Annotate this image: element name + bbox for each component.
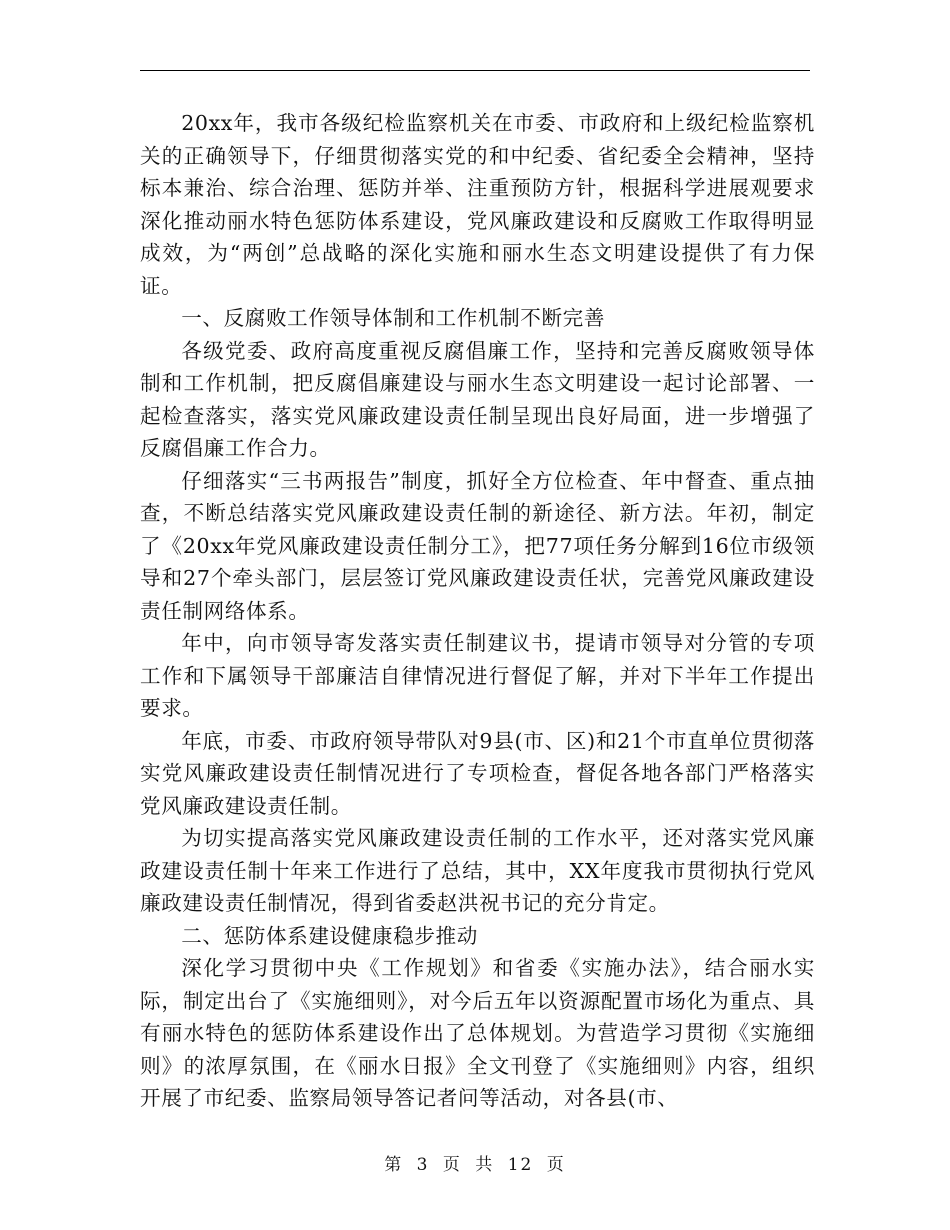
paragraph-summary: 为切实提高落实党风廉政建设责任制的工作水平，还对落实党风廉政建设责任制十年来工作进行了总结，其中，XX年度我市贯彻执行党风廉政建设责任制情况，得到省委赵洪祝书记的充分肯定。 bbox=[140, 826, 815, 915]
paragraph-yearend: 年底，市委、市政府领导带队对9县(市、区)和21个市直单位贯彻落实党风廉政建设责任制情况进行了专项检查，督促各地各部门严格落实党风廉政建设责任制。 bbox=[140, 728, 815, 818]
document-body bbox=[140, 107, 815, 1115]
header-rule bbox=[140, 70, 810, 71]
section-heading-2: 二、惩防体系建设健康稳步推动 bbox=[181, 923, 478, 948]
page-number-footer: 第 3 页 共 12 页 bbox=[384, 1155, 566, 1175]
section-heading-1: 一、反腐败工作领导体制和工作机制不断完善 bbox=[181, 306, 606, 330]
paragraph-midyear: 年中，向市领导寄发落实责任制建议书，提请市领导对分管的专项工作和下属领导干部廉洁自律情况进行督促了解，并对下半年工作提出要求。 bbox=[140, 631, 815, 720]
paragraph-leadership: 各级党委、政府高度重视反腐倡廉工作，坚持和完善反腐败领导体制和工作机制，把反腐倡廉建设与丽水生态文明建设一起讨论部署、一起检查落实，落实党风廉政建设责任制呈现出良好局面，进一步增强了反腐倡廉工作合力。 bbox=[140, 338, 815, 460]
paragraph-intro: 20xx年，我市各级纪检监察机关在市委、市政府和上级纪检监察机关的正确领导下，仔细贯彻落实党的和中纪委、省纪委全会精神，坚持标本兼治、综合治理、惩防并举、注重预防方针，根据科学进展观要求深化推动丽水特色惩防体系建设，党风廉政建设和反腐败工作取得明显成效，为“两创”总战略的深化实施和丽水生态文明建设提供了有力保证。 bbox=[140, 111, 815, 298]
paragraph-implementation: 深化学习贯彻中央《工作规划》和省委《实施办法》，结合丽水实际，制定出台了《实施细则》，对今后五年以资源配置市场化为重点、具有丽水特色的惩防体系建设作出了总体规划。为营造学习贯彻《实施细则》的浓厚氛围，在《丽水日报》全文刊登了《实施细则》内容，组织开展了市纪委、监察局领导答记者问等活动，对各县(市、 bbox=[140, 956, 815, 1110]
paragraph-three-books: 仔细落实“三书两报告”制度，抓好全方位检查、年中督查、重点抽查，不断总结落实党风廉政建设责任制的新途径、新方法。年初，制定了《20xx年党风廉政建设责任制分工》，把77项任务分解到16位市级领导和27个牵头部门，层层签订党风廉政建设责任状，完善党风廉政建设责任制网络体系。 bbox=[140, 468, 815, 623]
